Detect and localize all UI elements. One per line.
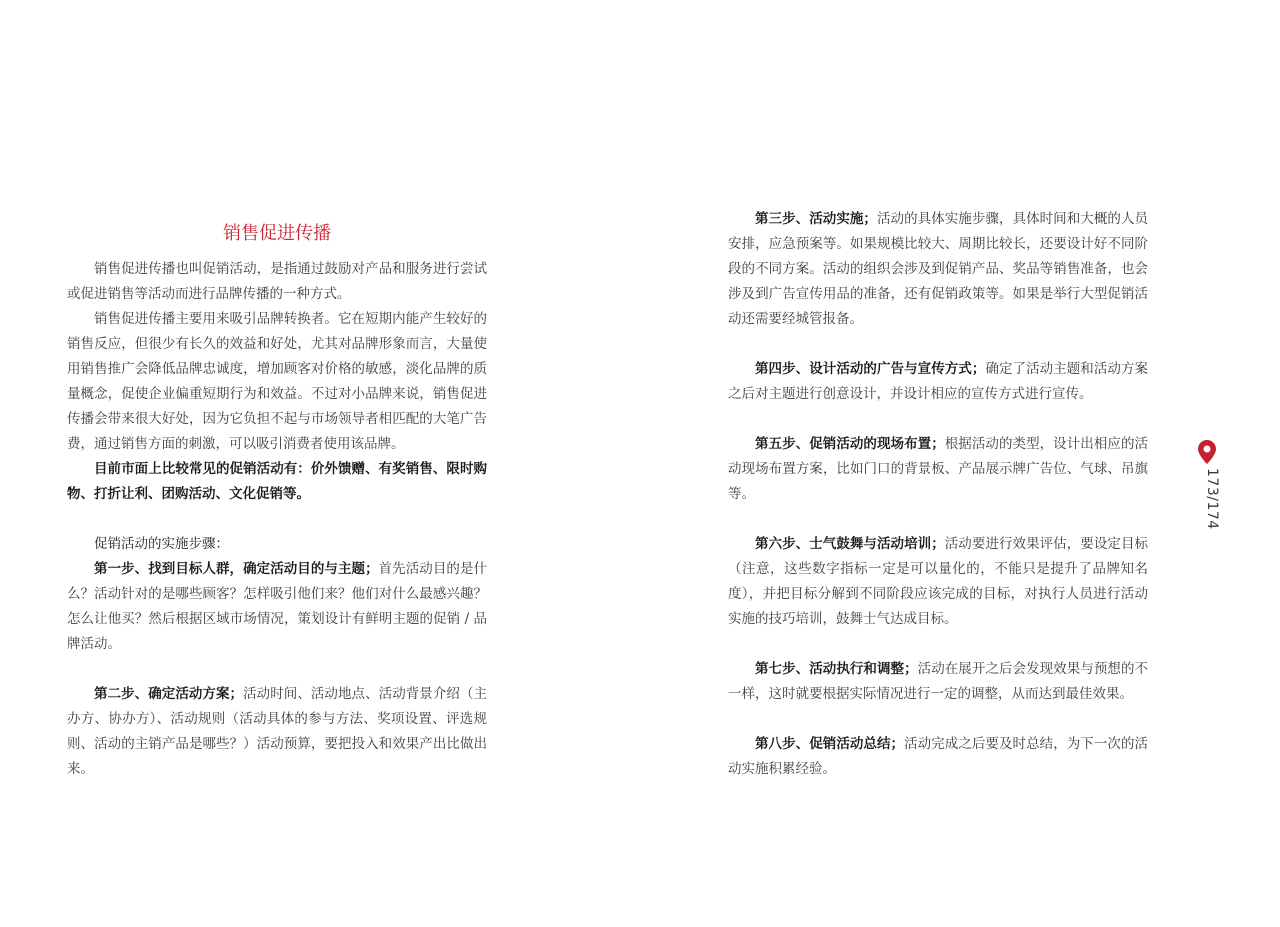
page-indicator [1192, 440, 1222, 530]
step-3-title: 第三步、活动实施； [755, 211, 877, 227]
intro-paragraph-1: 销售促进传播也叫促销活动，是指通过鼓励对产品和服务进行尝试或促进销售等活动而进行品牌传播的一种方式。 [67, 261, 487, 302]
step-1-text: 首先活动目的是什么？活动针对的是哪些顾客？怎样吸引他们来？他们对什么最感兴趣？怎么让他买？然后根据区域市场情况，策划设计有鲜明主题的促销 / 品牌活动。 [67, 561, 488, 652]
step-8-title: 第八步、促销活动总结； [755, 736, 905, 752]
step-6-title: 第六步、士气鼓舞与活动培训； [755, 536, 945, 552]
step-4-text: 确定了活动主题和活动方案之后对主题进行创意设计，并设计相应的宣传方式进行宣传。 [728, 361, 1149, 402]
step-3-text: 活动的具体实施步骤，具体时间和大概的人员安排，应急预案等。如果规模比较大、周期比较长，还要设计好不同阶段的不同方案。活动的组织会涉及到促销产品、奖品等销售准备，也会涉及到广告宣传用品的准备，还有促销政策等。如果是举行大型促销活动还需要经城管报备。 [728, 211, 1149, 327]
step-4-title: 第四步、设计活动的广告与宣传方式； [755, 361, 986, 377]
step-5-title: 第五步、促销活动的现场布置； [755, 436, 945, 452]
step-6-text: 活动要进行效果评估，要设定目标（注意，这些数字指标一定是可以量化的，不能只是提升了品牌知名度），并把目标分解到不同阶段应该完成的目标，对执行人员进行活动实施的技巧培训，鼓舞士气达成目标。 [728, 536, 1149, 627]
common-forms-paragraph: 目前市面上比较常见的促销活动有：价外馈赠、有奖销售、限时购物、打折让利、团购活动、文化促销等。 [67, 461, 487, 502]
step-3 [728, 207, 1148, 332]
left-column [67, 257, 487, 782]
step-1 [67, 557, 487, 657]
step-1-title: 第一步、找到目标人群，确定活动目的与主题； [94, 561, 379, 577]
step-2-text: 活动时间、活动地点、活动背景介绍（主办方、协办方）、活动规则（活动具体的参与方法、奖项设置、评选规则、活动的主销产品是哪些？）活动预算，要把投入和效果产出比做出来。 [67, 686, 488, 777]
step-8-text: 活动完成之后要及时总结，为下一次的活动实施积累经验。 [728, 736, 1149, 777]
step-2 [67, 682, 487, 782]
steps-heading: 促销活动的实施步骤： [94, 536, 229, 552]
section-title: 销售促进传播 [223, 223, 331, 245]
step-7 [728, 657, 1148, 707]
step-5-text: 根据活动的类型，设计出相应的活动现场布置方案，比如门口的背景板、产品展示牌广告位、气球、吊旗等。 [728, 436, 1149, 502]
step-8 [728, 732, 1148, 782]
right-column [728, 207, 1148, 782]
step-7-text: 活动在展开之后会发现效果与预想的不一样，这时就要根据实际情况进行一定的调整，从而达到最佳效果。 [728, 661, 1149, 702]
location-pin-icon [1198, 440, 1216, 464]
page-number: 173/174 [1204, 468, 1220, 530]
step-7-title: 第七步、活动执行和调整； [755, 661, 918, 677]
intro-paragraph-2: 销售促进传播主要用来吸引品牌转换者。它在短期内能产生较好的销售反应，但很少有长久的效益和好处，尤其对品牌形象而言，大量使用销售推广会降低品牌忠诚度，增加顾客对价格的敏感，淡化品牌的质量概念，促使企业偏重短期行为和效益。不过对小品牌来说，销售促进传播会带来很大好处，因为它负担不起与市场领导者相匹配的大笔广告费，通过销售方面的刺激，可以吸引消费者使用该品牌。 [67, 311, 487, 452]
step-5 [728, 432, 1148, 507]
step-2-title: 第二步、确定活动方案； [94, 686, 244, 702]
step-4 [728, 357, 1148, 407]
step-6 [728, 532, 1148, 632]
